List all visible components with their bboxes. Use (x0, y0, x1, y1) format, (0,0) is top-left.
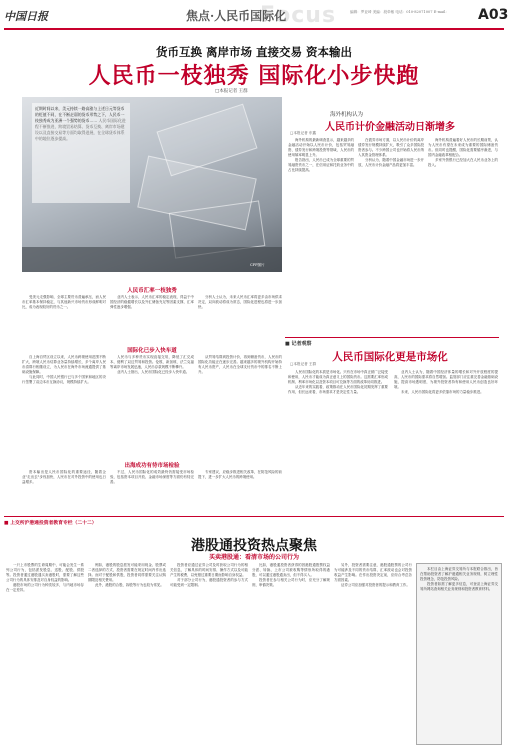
lead-byline: □本报记者 王群 (215, 89, 248, 94)
body-column: 投资者应通过证券公司及时获取公司行为的相关信息，了解具体的时间安排、操作方式以及可能产生的税费，以免错过重要日期而影响自身权益。 对于部分公司行为，港股通投资者的参与方式可能受到一定限制。 (170, 563, 248, 587)
column-banner: ■ 上交所沪港通投资者教育专栏（二十二） (4, 520, 97, 526)
lead-headline: 人民币一枝独秀 国际化小步快跑 (88, 64, 420, 89)
body-column: 自上海自贸区设立以来，人民币跨境使用范围不断扩大，跨境人民币结算业务量持续增长，多个离岸人民币清算行相继设立，为人民币在海外市场流通提供了基础设施保障。 与此同时，中国人民银行已与多个国家和地区的央行签署了双边本币互换协议，规模持续扩大。 (22, 355, 106, 384)
body-column: 人民币国际化的本质是市场化。只有在市场中真正被广泛接受和使用，人民币才能成为真正意义上的国际货币。这需要汇率形成机制、利率市场化以及资本项目可兑换等方面的改革协同推进。 从近年来的实践看，政策推动在人民币国际化初期发挥了重要作用，但长远来看，市场需求才是决定性力量。 (288, 370, 388, 394)
small-kicker: ■ 记者观察 (285, 341, 312, 347)
body-column: 另外，投资者需要注意，港股通股票的公司行为可能涉及不同的货币结算，汇率波动也会对投资收益产生影响。在作出投资决定前，应综合考虑各方面因素。 证券公司应加强对投资者的提示和教育工作。 (334, 563, 412, 587)
section-watermark: Focus (260, 3, 337, 28)
bottom-headline: 港股通投资热点聚焦 (191, 538, 317, 554)
lead-subhead: 货币互换 离岸市场 直接交易 资本输出 (155, 45, 352, 59)
sidebar-headline: 人民币计价金融活动日渐增多 (325, 122, 455, 133)
body-column: 分析人士认为，未来人民币汇率将更多由市场供求决定，双向波动将成为常态，国际化进程也将进一步加快。 (198, 295, 282, 309)
small-headline: 人民币国际化更是市场化 (332, 351, 448, 363)
top-rule (4, 28, 504, 30)
editor-meta: 编辑：罗亚琦 美编：段牵敏 电话：010-82071007 E-mail： (350, 10, 450, 14)
paper-name: 中国日报 (4, 10, 48, 23)
divider (285, 337, 499, 338)
sidebar-byline: □本报记者 东鑫 (290, 131, 317, 135)
lead-intro-text: 近期时间以来，美元持续一路高涨与上述日元等货币的贬值不同，在不断走弱的货币形势之下，人民币一枝独秀成为亚洲一个强势的货币…… (35, 106, 125, 123)
body-column: 业内人士表示，人民币汇率的稳定表现，得益于中国经济的稳健增长以及外汇储备充足等因素支撑，汇率弹性逐步增强。 (110, 295, 194, 309)
section-title: 焦点·人民币国际化 (186, 9, 287, 23)
bottom-rule (4, 516, 504, 517)
small-byline: □本报记者 王群 (290, 362, 317, 366)
body-column: 资本输出是人民币国际化的重要途径，随着企业"走出去"步伐加快，人民币在对外投资中的使用也日益增多。 (22, 470, 106, 484)
info-box: 本栏目由上海证券交易所与本报联合推出，旨在帮助投资者了解沪港通相关业务规则，树立理性投资理念，防范投资风险。 投资者如需了解更多信息，可登录上海证券交易所网站查询相关业务规则和投资者教育材料。 (416, 563, 502, 745)
body-column: 专家建议，应稳步推进相关改革，在防范风险的前提下，进一步扩大人民币的跨境使用。 (198, 470, 282, 479)
body-column: 海外机构的最新调查显示，越来越多的金融活动开始以人民币计价，包括贸易融资、债券发行和跨境投资等领域，人民币的使用频率明显上升。 报告指出，人民币已成为全球重要的贸易融资货币之一，在信用证和托收业务中的占比持续提高。 (288, 138, 354, 172)
body-column: 海外机构普遍看好人民币的长期前景，认为人民币有望在未来成为重要的国际储备货币。但同时也提醒，国际化需要循序渐进，与国内金融改革相配合。 多家外资银行已经加大在人民币业务上的投入。 (428, 138, 498, 167)
body-column: 受美元走强影响，全球主要货币普遍承压，而人民币汇率基本保持稳定，与其他新兴市场货币形成鲜明对比，成为表现较好的货币之一。 (22, 295, 106, 309)
section-label-2: 国际化已步入快车道 (127, 348, 177, 354)
photo-credit: CFP图片 (250, 263, 265, 267)
bottom-subhead: 买卖港股通：看清市场的公司行为 (208, 554, 299, 561)
body-column: 人民币与多种货币实现直接交易，降低了汇兑成本，便利了双边贸易和投资。伦敦、新加坡、法兰克福等离岸市场发展迅速，人民币存款规模不断攀升。 业内人士指出，人民币国际化已经步入快车道。 (110, 355, 194, 374)
body-column: 从贸易结算到投资计价，再到储备货币，人民币的国际化功能正在逐步完善。越来越多的境外机构开始持有人民币资产，人民币在全球支付货币中的排名不断上升。 (198, 355, 282, 374)
page-number: A03 (478, 7, 508, 23)
body-column: 比如，港股通投资者获得的因港股通股票权益分派、转换、上市公司被收购等情形所取得的港股，可以通过港股通卖出，但不得买入。 投资者在参与相关公司行为时，应充分了解规则，审慎决策。 (252, 563, 330, 587)
body-column: 例如，港股的股息派发可能采用现金、股票或二者选择的方式，投资者需要在规定时间内作出选择。而对于配股和供股，投资者同样需要关注认购期限及相关费用。 此外，港股的合股、拆股等行为也较为常见。 (88, 563, 166, 587)
body-column: 一只上市股票的生命周期中，可能会发生一系列公司行为，包括派发股息、送股、配股、供股等。投资者通过港股通买卖港股时，需要了解这些公司行为的具体安排及对自身权益的影响。 港股市场的公司行为种类较多，与内地市场存在一定差异。 (6, 563, 84, 592)
sidebar-kicker: 海外机构认为 (330, 112, 364, 118)
body-column: 业内人士认为，随着中国经济体量的增长和对外开放程度的提高，人民币的国际需求将自然增加。监管部门应注重完善金融基础设施，提高市场透明度，为境外投资者持有和使用人民币创造良好环境。 未来，人民币国际化将更多依靠市场的力量稳步推进。 (394, 370, 498, 394)
body-column: 在债券市场方面，以人民币计价的离岸债券发行规模持续扩大，吸引了众多国际投资者参与。不少跨国公司也开始将人民币纳入其资金管理体系。 分析认为，随着中国金融市场进一步开放，人民币计价金融产品将更加丰富。 (358, 138, 424, 167)
section-label-3: 出海成功有待市场检验 (124, 463, 180, 469)
section-label-1: 人民币汇率一枝独秀 (127, 288, 177, 294)
lead-intro: 近期时间以来，美元持续一路高涨与上述日元等货币的贬值不同，在不断走弱的货币形势之下，人民币一枝独秀成为亚洲一个强势的货币…… 人民币国际化进程不断推进，跨境贸易结算、货币互换、离岸市场建设以及直接交易等方面均取得进展，在全球货币体系中的地位逐步提高。 (32, 103, 130, 203)
body-column: 不过，人民币国际化的成效最终仍需接受市场检验，包括资本项目开放、金融市场深度等方面仍有待完善。 (110, 470, 194, 484)
